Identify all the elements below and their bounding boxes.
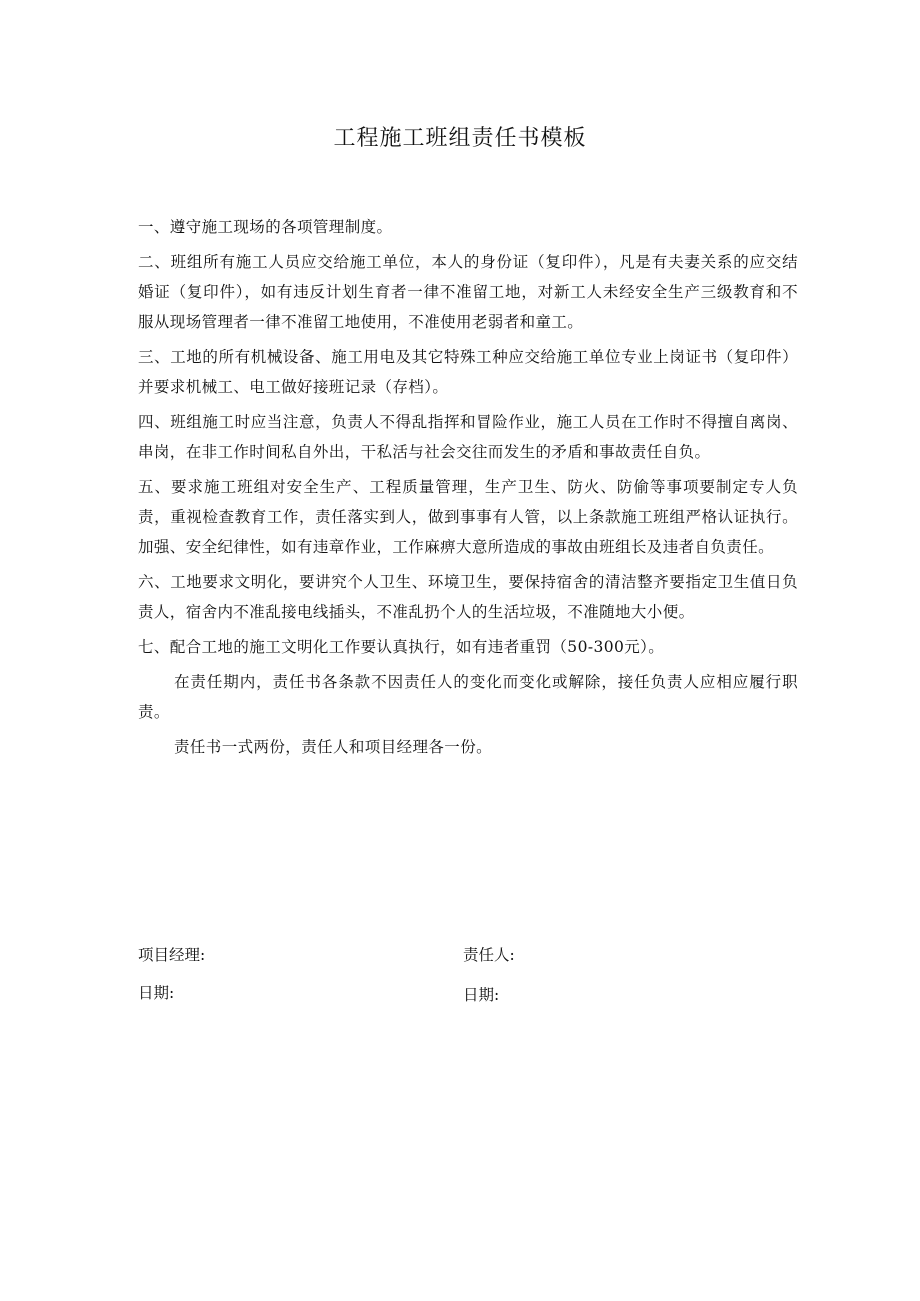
date-label-left: 日期: bbox=[138, 984, 175, 1002]
clause-2: 二、班组所有施工人员应交给施工单位，本人的身份证（复印件），凡是有夫妻关系的应交结婚证（复印件），如有违反计划生育者一律不准留工地，对新工人未经安全生产三级教育和不服从现场管理者一律不准留工地使用，不准使用老弱者和童工。 bbox=[138, 253, 798, 331]
clause-6: 六、工地要求文明化，要讲究个人卫生、环境卫生，要保持宿舍的清洁整齐要指定卫生值日负责人，宿舍内不准乱接电线插头，不准乱扔个人的生活垃圾，不准随地大小便。 bbox=[138, 573, 798, 621]
date-label-right: 日期: bbox=[463, 986, 500, 1004]
clause-1: 一、遵守施工现场的各项管理制度。 bbox=[138, 218, 393, 236]
validity-note: 在责任期内，责任书各条款不因责任人的变化而变化或解除，接任负责人应相应履行职责。 bbox=[138, 673, 798, 721]
project-manager-label: 项目经理: bbox=[138, 946, 206, 964]
clause-4: 四、班组施工时应当注意，负责人不得乱指挥和冒险作业，施工人员在工作时不得擅自离岗、串岗，在非工作时间私自外出，干私活与社会交往而发生的矛盾和事故责任自负。 bbox=[138, 413, 798, 461]
document-title: 工程施工班组责任书模板 bbox=[333, 126, 587, 151]
document-body bbox=[138, 212, 798, 762]
clause-3: 三、工地的所有机械设备、施工用电及其它特殊工种应交给施工单位专业上岗证书（复印件）并要求机械工、电工做好接班记录（存档）。 bbox=[138, 348, 798, 396]
clause-5: 五、要求施工班组对安全生产、工程质量管理，生产卫生、防火、防偷等事项要制定专人负责，重视检查教育工作，责任落实到人，做到事事有人管，以上条款施工班组严格认证执行。加强、安全纪律性，如有违章作业，工作麻痹大意所造成的事故由班组长及违者自负责任。 bbox=[138, 478, 798, 556]
copies-note: 责任书一式两份，责任人和项目经理各一份。 bbox=[174, 738, 493, 756]
responsible-person-label: 责任人: bbox=[463, 946, 515, 964]
clause-7: 七、配合工地的施工文明化工作要认真执行，如有违者重罚（50-300元）。 bbox=[138, 638, 665, 656]
